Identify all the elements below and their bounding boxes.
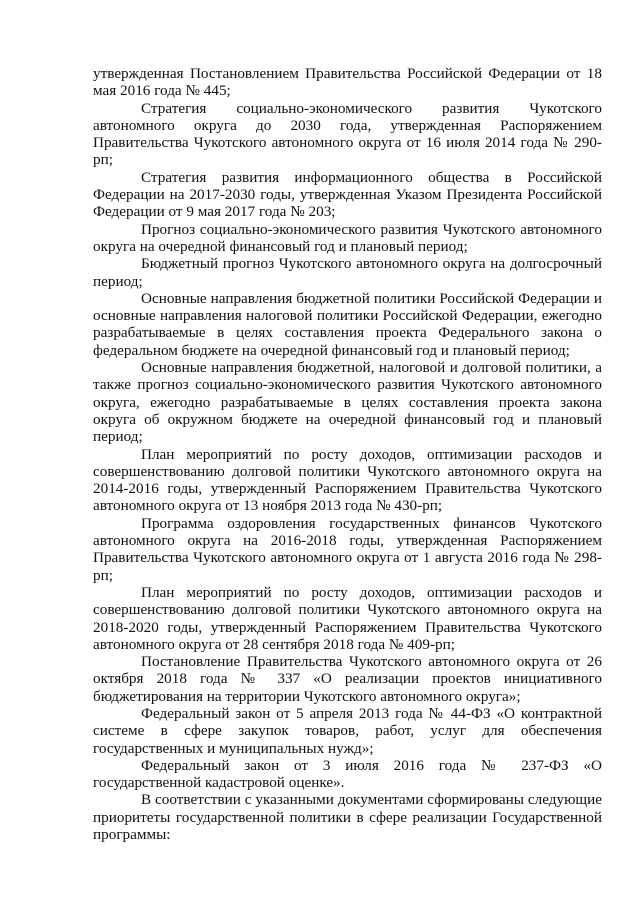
paragraph-initiative-budgeting-resolution: Постановление Правительства Чукотского автономного округа от 26 октября 2018 года № 337 «О реализации проектов инициативного бюджетирования на территории Чукотского автономного округа»; — [93, 653, 602, 705]
paragraph-district-budget-policy: Основные направления бюджетной, налоговой и долговой политики, а также прогноз социально-экономического развития Чукотского автономного округа, ежегодно разрабатываемые в целях составления проекта закона округа об окружном бюджете на очередной финансовый год и плановый период; — [93, 359, 602, 446]
paragraph-plan-2018-2020: План мероприятий по росту доходов, оптимизации расходов и совершенствованию долговой политики Чукотского автономного округа на 2018-2020 годы, утвержденный Распоряжением Правительства Чукотского автономного округа от 28 сентября 2018 года № 409-рп; — [93, 583, 602, 653]
paragraph-socioeconomic-forecast: Прогноз социально-экономического развития Чукотского автономного округа на очередной финансовый год и плановый период; — [93, 220, 602, 255]
paragraph-strategy-2030: Стратегия социально-экономического развития Чукотского автономного округа до 2030 года, утвержденная Распоряжением Правительства Чукотского автономного округа от 16 июля 2014 года № 290-рп; — [93, 99, 602, 169]
document-page — [93, 65, 602, 843]
paragraph-finance-recovery-program: Программа оздоровления государственных финансов Чукотского автономного округа на 2016-2018 годы, утвержденная Распоряжением Правительства Чукотского автономного округа от 1 августа 2016 года № 298-рп; — [93, 514, 602, 584]
paragraph-federal-law-44: Федеральный закон от 5 апреля 2013 года № 44-ФЗ «О контрактной системе в сфере закупок товаров, работ, услуг для обеспечения государственных и муниципальных нужд»; — [93, 704, 602, 757]
paragraph-priorities-intro: В соответствии с указанными документами сформированы следующие приоритеты государственной политики в сфере реализации Государственной программы: — [93, 791, 602, 844]
paragraph-plan-2014-2016: План мероприятий по росту доходов, оптимизации расходов и совершенствованию долговой политики Чукотского автономного округа на 2014-2016 годы, утвержденный Распоряжением Правительства Чукотского автономного округа от 13 ноября 2013 года № 430-рп; — [93, 445, 602, 515]
paragraph-information-society-strategy: Стратегия развития информационного общества в Российской Федерации на 2017-2030 годы, утвержденная Указом Президента Российской Федерации от 9 мая 2017 года № 203; — [93, 168, 602, 221]
paragraph-continuation-resolution-445: утвержденная Постановлением Правительства Российской Федерации от 18 мая 2016 года № 445; — [93, 65, 602, 100]
paragraph-federal-law-237: Федеральный закон от 3 июля 2016 года № 237-ФЗ «О государственной кадастровой оценке». — [93, 756, 602, 792]
paragraph-budget-forecast: Бюджетный прогноз Чукотского автономного округа на долгосрочный период; — [93, 255, 602, 290]
paragraph-federal-budget-policy: Основные направления бюджетной политики Российской Федерации и основные направления налоговой политики Российской Федерации, ежегодно разрабатываемые в целях составления проекта Федерального закона о федеральном бюджете на очередной финансовый год и плановый период; — [93, 289, 602, 359]
